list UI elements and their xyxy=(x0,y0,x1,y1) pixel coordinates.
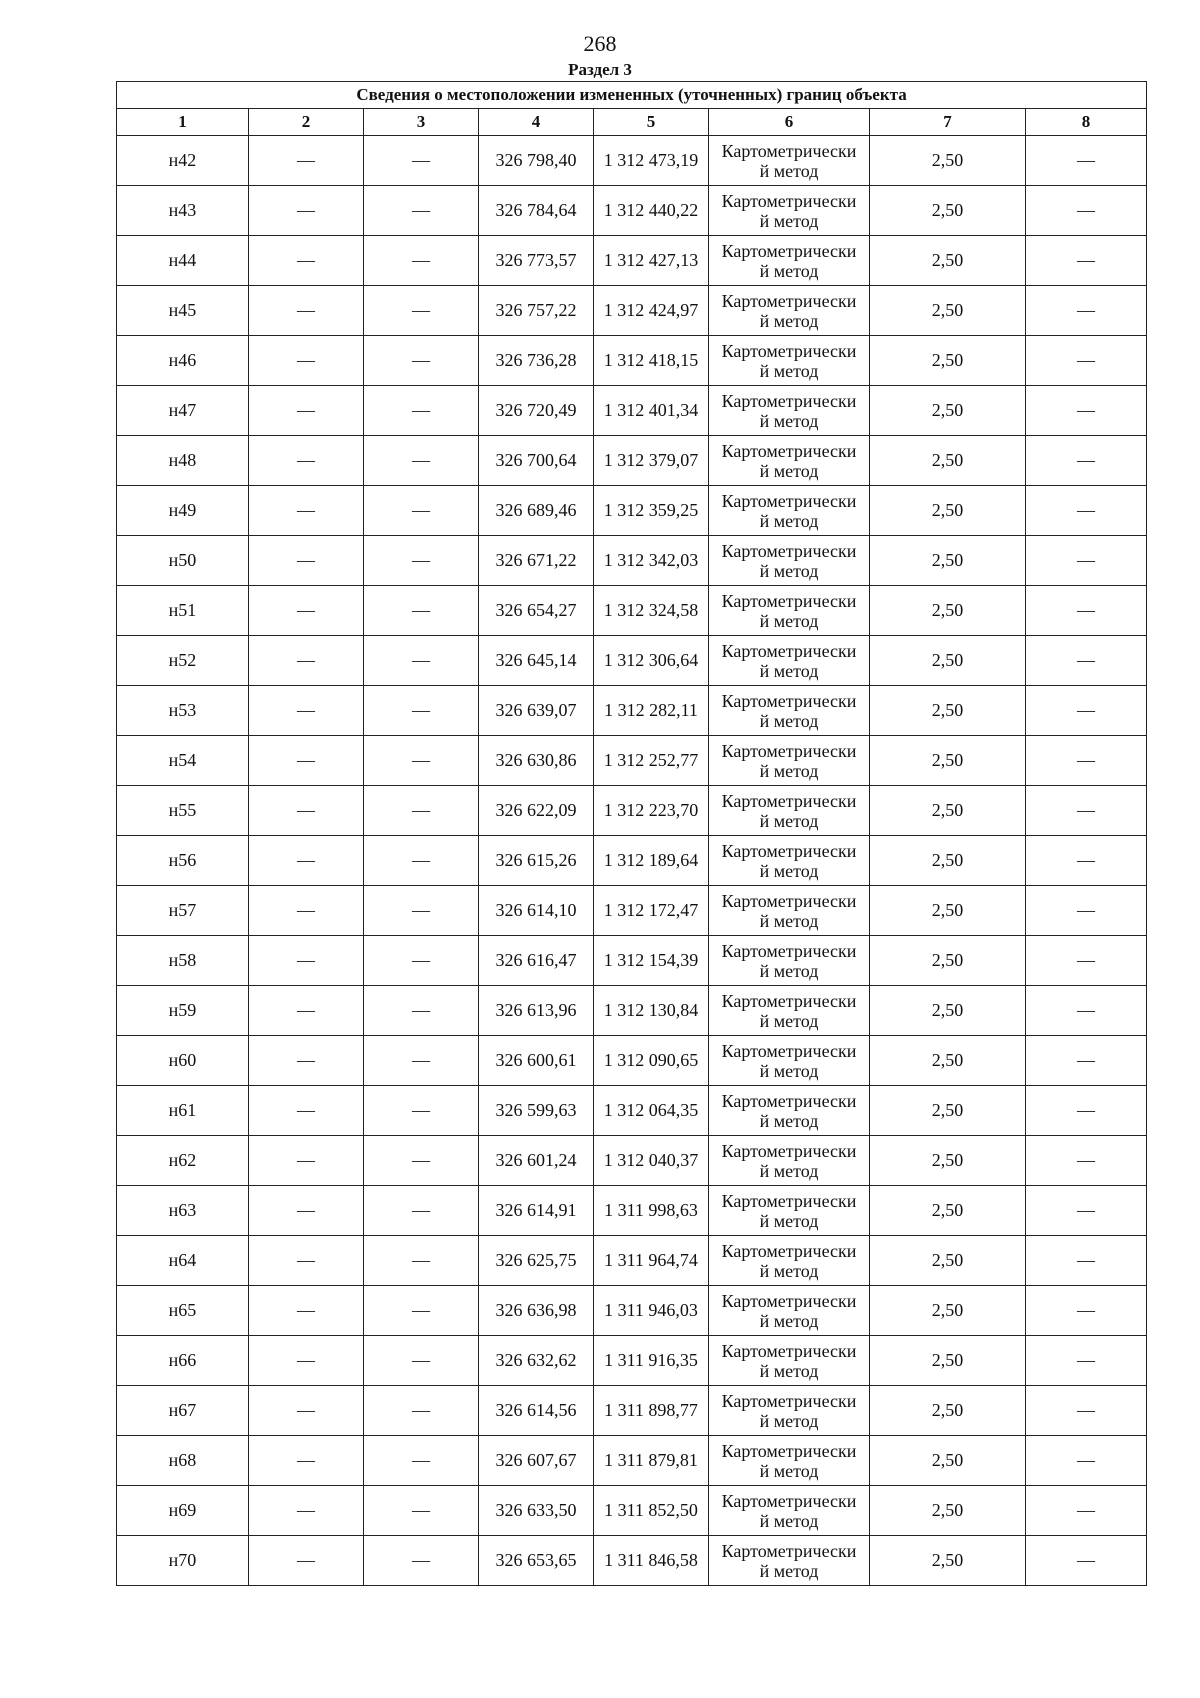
method-cell: Картометрически й метод xyxy=(709,836,870,886)
empty-value-cell: — xyxy=(1026,936,1147,986)
method-cell: Картометрически й метод xyxy=(709,586,870,636)
x-coordinate-cell: 326 645,14 xyxy=(479,636,594,686)
empty-value-cell: — xyxy=(249,536,364,586)
accuracy-cell: 2,50 xyxy=(870,986,1026,1036)
empty-value-cell: — xyxy=(249,486,364,536)
table-row xyxy=(117,836,1147,886)
empty-value-cell: — xyxy=(249,1136,364,1186)
empty-value-cell: — xyxy=(249,1186,364,1236)
point-cell: н46 xyxy=(117,336,249,386)
empty-value-cell: — xyxy=(1026,686,1147,736)
empty-value-cell: — xyxy=(364,1036,479,1086)
table-body xyxy=(117,136,1147,1586)
table-row xyxy=(117,986,1147,1036)
table-row xyxy=(117,536,1147,586)
point-cell: н54 xyxy=(117,736,249,786)
x-coordinate-cell: 326 757,22 xyxy=(479,286,594,336)
section-title: Раздел 3 xyxy=(568,60,632,79)
y-coordinate-cell: 1 311 964,74 xyxy=(594,1236,709,1286)
point-cell: н64 xyxy=(117,1236,249,1286)
empty-value-cell: — xyxy=(249,386,364,436)
y-coordinate-cell: 1 312 189,64 xyxy=(594,836,709,886)
point-cell: н68 xyxy=(117,1436,249,1486)
y-coordinate-cell: 1 311 846,58 xyxy=(594,1536,709,1586)
empty-value-cell: — xyxy=(249,836,364,886)
x-coordinate-cell: 326 615,26 xyxy=(479,836,594,886)
empty-value-cell: — xyxy=(364,886,479,936)
column-number: 3 xyxy=(364,109,479,136)
method-cell: Картометрически й метод xyxy=(709,1436,870,1486)
column-number: 1 xyxy=(117,109,249,136)
table-row xyxy=(117,286,1147,336)
point-cell: н58 xyxy=(117,936,249,986)
x-coordinate-cell: 326 599,63 xyxy=(479,1086,594,1136)
method-cell: Картометрически й метод xyxy=(709,886,870,936)
method-cell: Картометрически й метод xyxy=(709,786,870,836)
empty-value-cell: — xyxy=(364,436,479,486)
empty-value-cell: — xyxy=(1026,1036,1147,1086)
empty-value-cell: — xyxy=(249,686,364,736)
point-cell: н67 xyxy=(117,1386,249,1436)
column-number: 2 xyxy=(249,109,364,136)
empty-value-cell: — xyxy=(364,636,479,686)
x-coordinate-cell: 326 630,86 xyxy=(479,736,594,786)
point-cell: н69 xyxy=(117,1486,249,1536)
empty-value-cell: — xyxy=(249,336,364,386)
table-row xyxy=(117,1536,1147,1586)
empty-value-cell: — xyxy=(249,1436,364,1486)
empty-value-cell: — xyxy=(249,936,364,986)
table-row xyxy=(117,586,1147,636)
empty-value-cell: — xyxy=(364,1086,479,1136)
y-coordinate-cell: 1 311 998,63 xyxy=(594,1186,709,1236)
accuracy-cell: 2,50 xyxy=(870,336,1026,386)
empty-value-cell: — xyxy=(1026,386,1147,436)
empty-value-cell: — xyxy=(1026,986,1147,1036)
accuracy-cell: 2,50 xyxy=(870,1236,1026,1286)
method-cell: Картометрически й метод xyxy=(709,286,870,336)
empty-value-cell: — xyxy=(364,1536,479,1586)
page-number: 268 xyxy=(583,31,617,56)
empty-value-cell: — xyxy=(364,836,479,886)
table-row xyxy=(117,236,1147,286)
x-coordinate-cell: 326 633,50 xyxy=(479,1486,594,1536)
table-caption-row xyxy=(117,82,1147,109)
table-row xyxy=(117,936,1147,986)
x-coordinate-cell: 326 798,40 xyxy=(479,136,594,186)
method-cell: Картометрически й метод xyxy=(709,1286,870,1336)
empty-value-cell: — xyxy=(249,1336,364,1386)
column-number: 4 xyxy=(479,109,594,136)
accuracy-cell: 2,50 xyxy=(870,486,1026,536)
y-coordinate-cell: 1 312 473,19 xyxy=(594,136,709,186)
y-coordinate-cell: 1 312 306,64 xyxy=(594,636,709,686)
y-coordinate-cell: 1 312 154,39 xyxy=(594,936,709,986)
empty-value-cell: — xyxy=(364,1336,479,1386)
method-cell: Картометрически й метод xyxy=(709,386,870,436)
empty-value-cell: — xyxy=(249,1286,364,1336)
point-cell: н51 xyxy=(117,586,249,636)
table-row xyxy=(117,1386,1147,1436)
y-coordinate-cell: 1 311 879,81 xyxy=(594,1436,709,1486)
point-cell: н60 xyxy=(117,1036,249,1086)
point-cell: н55 xyxy=(117,786,249,836)
x-coordinate-cell: 326 600,61 xyxy=(479,1036,594,1086)
empty-value-cell: — xyxy=(249,1236,364,1286)
y-coordinate-cell: 1 311 852,50 xyxy=(594,1486,709,1536)
accuracy-cell: 2,50 xyxy=(870,1136,1026,1186)
method-cell: Картометрически й метод xyxy=(709,486,870,536)
x-coordinate-cell: 326 613,96 xyxy=(479,986,594,1036)
point-cell: н56 xyxy=(117,836,249,886)
y-coordinate-cell: 1 312 427,13 xyxy=(594,236,709,286)
point-cell: н52 xyxy=(117,636,249,686)
empty-value-cell: — xyxy=(364,1436,479,1486)
empty-value-cell: — xyxy=(249,1486,364,1536)
empty-value-cell: — xyxy=(1026,736,1147,786)
empty-value-cell: — xyxy=(364,386,479,436)
y-coordinate-cell: 1 312 223,70 xyxy=(594,786,709,836)
empty-value-cell: — xyxy=(364,986,479,1036)
table-caption: Сведения о местоположении измененных (уточненных) границ объекта xyxy=(117,82,1147,109)
point-cell: н53 xyxy=(117,686,249,736)
empty-value-cell: — xyxy=(249,886,364,936)
empty-value-cell: — xyxy=(1026,236,1147,286)
x-coordinate-cell: 326 639,07 xyxy=(479,686,594,736)
accuracy-cell: 2,50 xyxy=(870,1336,1026,1386)
accuracy-cell: 2,50 xyxy=(870,136,1026,186)
point-cell: н66 xyxy=(117,1336,249,1386)
empty-value-cell: — xyxy=(364,1186,479,1236)
empty-value-cell: — xyxy=(249,586,364,636)
empty-value-cell: — xyxy=(364,286,479,336)
x-coordinate-cell: 326 636,98 xyxy=(479,1286,594,1336)
method-cell: Картометрически й метод xyxy=(709,236,870,286)
x-coordinate-cell: 326 773,57 xyxy=(479,236,594,286)
accuracy-cell: 2,50 xyxy=(870,1036,1026,1086)
x-coordinate-cell: 326 625,75 xyxy=(479,1236,594,1286)
point-cell: н44 xyxy=(117,236,249,286)
x-coordinate-cell: 326 654,27 xyxy=(479,586,594,636)
empty-value-cell: — xyxy=(364,336,479,386)
table-row xyxy=(117,736,1147,786)
point-cell: н62 xyxy=(117,1136,249,1186)
point-cell: н59 xyxy=(117,986,249,1036)
empty-value-cell: — xyxy=(1026,436,1147,486)
point-cell: н45 xyxy=(117,286,249,336)
empty-value-cell: — xyxy=(1026,136,1147,186)
point-cell: н47 xyxy=(117,386,249,436)
table-row xyxy=(117,1436,1147,1486)
table-row xyxy=(117,1036,1147,1086)
method-cell: Картометрически й метод xyxy=(709,136,870,186)
empty-value-cell: — xyxy=(1026,1086,1147,1136)
table-row xyxy=(117,786,1147,836)
accuracy-cell: 2,50 xyxy=(870,186,1026,236)
accuracy-cell: 2,50 xyxy=(870,386,1026,436)
accuracy-cell: 2,50 xyxy=(870,1436,1026,1486)
x-coordinate-cell: 326 614,10 xyxy=(479,886,594,936)
method-cell: Картометрически й метод xyxy=(709,536,870,586)
method-cell: Картометрически й метод xyxy=(709,686,870,736)
method-cell: Картометрически й метод xyxy=(709,336,870,386)
empty-value-cell: — xyxy=(1026,886,1147,936)
empty-value-cell: — xyxy=(364,1286,479,1336)
x-coordinate-cell: 326 720,49 xyxy=(479,386,594,436)
empty-value-cell: — xyxy=(249,1386,364,1436)
table-row xyxy=(117,1136,1147,1186)
empty-value-cell: — xyxy=(249,986,364,1036)
empty-value-cell: — xyxy=(1026,336,1147,386)
y-coordinate-cell: 1 312 379,07 xyxy=(594,436,709,486)
x-coordinate-cell: 326 616,47 xyxy=(479,936,594,986)
x-coordinate-cell: 326 671,22 xyxy=(479,536,594,586)
accuracy-cell: 2,50 xyxy=(870,936,1026,986)
empty-value-cell: — xyxy=(364,936,479,986)
column-number: 7 xyxy=(870,109,1026,136)
table-row xyxy=(117,1086,1147,1136)
accuracy-cell: 2,50 xyxy=(870,1386,1026,1436)
empty-value-cell: — xyxy=(364,1136,479,1186)
empty-value-cell: — xyxy=(1026,586,1147,636)
column-number: 5 xyxy=(594,109,709,136)
point-cell: н63 xyxy=(117,1186,249,1236)
table-row xyxy=(117,686,1147,736)
table-row xyxy=(117,1336,1147,1386)
empty-value-cell: — xyxy=(1026,1136,1147,1186)
method-cell: Картометрически й метод xyxy=(709,736,870,786)
point-cell: н43 xyxy=(117,186,249,236)
empty-value-cell: — xyxy=(249,786,364,836)
point-cell: н65 xyxy=(117,1286,249,1336)
empty-value-cell: — xyxy=(249,1086,364,1136)
empty-value-cell: — xyxy=(1026,1236,1147,1286)
accuracy-cell: 2,50 xyxy=(870,736,1026,786)
y-coordinate-cell: 1 312 342,03 xyxy=(594,536,709,586)
accuracy-cell: 2,50 xyxy=(870,686,1026,736)
method-cell: Картометрически й метод xyxy=(709,436,870,486)
empty-value-cell: — xyxy=(364,586,479,636)
table-row xyxy=(117,186,1147,236)
empty-value-cell: — xyxy=(249,286,364,336)
empty-value-cell: — xyxy=(364,1386,479,1436)
table-row xyxy=(117,1286,1147,1336)
empty-value-cell: — xyxy=(1026,1536,1147,1586)
y-coordinate-cell: 1 312 172,47 xyxy=(594,886,709,936)
y-coordinate-cell: 1 312 424,97 xyxy=(594,286,709,336)
y-coordinate-cell: 1 312 252,77 xyxy=(594,736,709,786)
accuracy-cell: 2,50 xyxy=(870,1186,1026,1236)
method-cell: Картометрически й метод xyxy=(709,1336,870,1386)
y-coordinate-cell: 1 312 418,15 xyxy=(594,336,709,386)
y-coordinate-cell: 1 311 946,03 xyxy=(594,1286,709,1336)
empty-value-cell: — xyxy=(364,686,479,736)
y-coordinate-cell: 1 312 040,37 xyxy=(594,1136,709,1186)
column-number: 6 xyxy=(709,109,870,136)
empty-value-cell: — xyxy=(249,1536,364,1586)
empty-value-cell: — xyxy=(364,486,479,536)
x-coordinate-cell: 326 784,64 xyxy=(479,186,594,236)
x-coordinate-cell: 326 700,64 xyxy=(479,436,594,486)
table-row xyxy=(117,1236,1147,1286)
empty-value-cell: — xyxy=(1026,1386,1147,1436)
accuracy-cell: 2,50 xyxy=(870,236,1026,286)
method-cell: Картометрически й метод xyxy=(709,636,870,686)
point-cell: н57 xyxy=(117,886,249,936)
empty-value-cell: — xyxy=(249,136,364,186)
x-coordinate-cell: 326 614,91 xyxy=(479,1186,594,1236)
empty-value-cell: — xyxy=(249,636,364,686)
y-coordinate-cell: 1 312 064,35 xyxy=(594,1086,709,1136)
empty-value-cell: — xyxy=(249,236,364,286)
method-cell: Картометрически й метод xyxy=(709,1486,870,1536)
table-row xyxy=(117,386,1147,436)
accuracy-cell: 2,50 xyxy=(870,1536,1026,1586)
table-row xyxy=(117,436,1147,486)
empty-value-cell: — xyxy=(364,786,479,836)
table-row xyxy=(117,136,1147,186)
empty-value-cell: — xyxy=(364,1236,479,1286)
y-coordinate-cell: 1 312 090,65 xyxy=(594,1036,709,1086)
table-row xyxy=(117,486,1147,536)
method-cell: Картометрически й метод xyxy=(709,1036,870,1086)
accuracy-cell: 2,50 xyxy=(870,636,1026,686)
point-cell: н50 xyxy=(117,536,249,586)
empty-value-cell: — xyxy=(364,236,479,286)
empty-value-cell: — xyxy=(1026,486,1147,536)
accuracy-cell: 2,50 xyxy=(870,886,1026,936)
accuracy-cell: 2,50 xyxy=(870,836,1026,886)
method-cell: Картометрически й метод xyxy=(709,936,870,986)
empty-value-cell: — xyxy=(364,536,479,586)
x-coordinate-cell: 326 689,46 xyxy=(479,486,594,536)
empty-value-cell: — xyxy=(1026,1336,1147,1386)
x-coordinate-cell: 326 601,24 xyxy=(479,1136,594,1186)
accuracy-cell: 2,50 xyxy=(870,1086,1026,1136)
boundary-coordinates-table xyxy=(116,81,1147,1586)
accuracy-cell: 2,50 xyxy=(870,536,1026,586)
empty-value-cell: — xyxy=(1026,1186,1147,1236)
y-coordinate-cell: 1 312 440,22 xyxy=(594,186,709,236)
empty-value-cell: — xyxy=(1026,536,1147,586)
empty-value-cell: — xyxy=(1026,1286,1147,1336)
y-coordinate-cell: 1 312 130,84 xyxy=(594,986,709,1036)
point-cell: н42 xyxy=(117,136,249,186)
empty-value-cell: — xyxy=(1026,1436,1147,1486)
point-cell: н49 xyxy=(117,486,249,536)
table-row xyxy=(117,336,1147,386)
y-coordinate-cell: 1 311 898,77 xyxy=(594,1386,709,1436)
point-cell: н48 xyxy=(117,436,249,486)
empty-value-cell: — xyxy=(364,1486,479,1536)
point-cell: н61 xyxy=(117,1086,249,1136)
y-coordinate-cell: 1 312 359,25 xyxy=(594,486,709,536)
method-cell: Картометрически й метод xyxy=(709,1536,870,1586)
x-coordinate-cell: 326 614,56 xyxy=(479,1386,594,1436)
empty-value-cell: — xyxy=(1026,1486,1147,1536)
empty-value-cell: — xyxy=(249,436,364,486)
method-cell: Картометрически й метод xyxy=(709,186,870,236)
accuracy-cell: 2,50 xyxy=(870,1286,1026,1336)
empty-value-cell: — xyxy=(249,1036,364,1086)
accuracy-cell: 2,50 xyxy=(870,1486,1026,1536)
empty-value-cell: — xyxy=(1026,636,1147,686)
table-row xyxy=(117,886,1147,936)
y-coordinate-cell: 1 312 401,34 xyxy=(594,386,709,436)
empty-value-cell: — xyxy=(364,186,479,236)
x-coordinate-cell: 326 607,67 xyxy=(479,1436,594,1486)
x-coordinate-cell: 326 653,65 xyxy=(479,1536,594,1586)
empty-value-cell: — xyxy=(1026,786,1147,836)
empty-value-cell: — xyxy=(249,186,364,236)
table-row xyxy=(117,1486,1147,1536)
empty-value-cell: — xyxy=(1026,836,1147,886)
table-row xyxy=(117,1186,1147,1236)
x-coordinate-cell: 326 632,62 xyxy=(479,1336,594,1386)
empty-value-cell: — xyxy=(364,736,479,786)
x-coordinate-cell: 326 622,09 xyxy=(479,786,594,836)
empty-value-cell: — xyxy=(364,136,479,186)
y-coordinate-cell: 1 312 282,11 xyxy=(594,686,709,736)
column-number: 8 xyxy=(1026,109,1147,136)
method-cell: Картометрически й метод xyxy=(709,986,870,1036)
accuracy-cell: 2,50 xyxy=(870,436,1026,486)
empty-value-cell: — xyxy=(1026,186,1147,236)
method-cell: Картометрически й метод xyxy=(709,1136,870,1186)
accuracy-cell: 2,50 xyxy=(870,286,1026,336)
accuracy-cell: 2,50 xyxy=(870,586,1026,636)
accuracy-cell: 2,50 xyxy=(870,786,1026,836)
empty-value-cell: — xyxy=(1026,286,1147,336)
method-cell: Картометрически й метод xyxy=(709,1086,870,1136)
method-cell: Картометрически й метод xyxy=(709,1236,870,1286)
point-cell: н70 xyxy=(117,1536,249,1586)
method-cell: Картометрически й метод xyxy=(709,1386,870,1436)
y-coordinate-cell: 1 311 916,35 xyxy=(594,1336,709,1386)
y-coordinate-cell: 1 312 324,58 xyxy=(594,586,709,636)
method-cell: Картометрически й метод xyxy=(709,1186,870,1236)
table-row xyxy=(117,636,1147,686)
x-coordinate-cell: 326 736,28 xyxy=(479,336,594,386)
column-number-row xyxy=(117,109,1147,136)
empty-value-cell: — xyxy=(249,736,364,786)
